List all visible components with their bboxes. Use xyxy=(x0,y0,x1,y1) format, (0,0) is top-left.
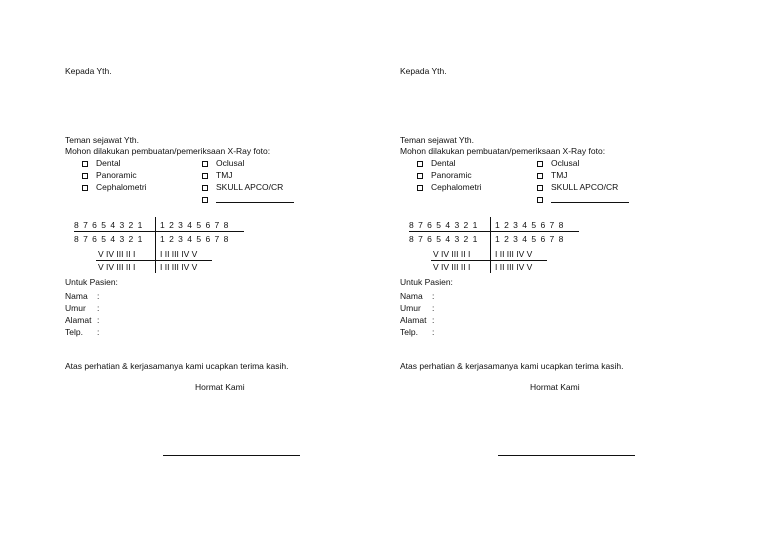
option-label: Dental xyxy=(96,158,121,168)
option-label: Panoramic xyxy=(96,170,137,180)
colon: : xyxy=(97,303,100,313)
patient-heading: Untuk Pasien: xyxy=(400,277,453,287)
thanks-text: Atas perhatian & kerjasamanya kami ucapkan terima kasih. xyxy=(65,361,289,371)
checkbox-dental[interactable] xyxy=(417,161,423,167)
checkbox-cephalometri[interactable] xyxy=(82,185,88,191)
option-label: SKULL APCO/CR xyxy=(216,182,284,192)
field-umur: Umur xyxy=(400,303,421,313)
referral-form-right xyxy=(335,0,719,537)
option-label: TMJ xyxy=(551,170,568,180)
checkbox-other[interactable] xyxy=(537,197,543,203)
patient-heading: Untuk Pasien: xyxy=(65,277,118,287)
tooth-upper-left: 1 2 3 4 5 6 7 8 xyxy=(160,220,229,230)
deciduous-lower-right: V IV III II I xyxy=(98,262,136,272)
checkbox-oclusal[interactable] xyxy=(537,161,543,167)
checkbox-panoramic[interactable] xyxy=(82,173,88,179)
midline xyxy=(490,217,491,273)
checkbox-oclusal[interactable] xyxy=(202,161,208,167)
tooth-lower-right: 8 7 6 5 4 3 2 1 xyxy=(409,234,478,244)
tooth-upper-left: 1 2 3 4 5 6 7 8 xyxy=(495,220,564,230)
option-tmj[interactable] xyxy=(202,170,233,180)
checkbox-cephalometri[interactable] xyxy=(417,185,423,191)
occlusal-line xyxy=(74,231,244,232)
thanks-text: Atas perhatian & kerjasamanya kami ucapkan terima kasih. xyxy=(400,361,624,371)
colon: : xyxy=(97,327,100,337)
option-label: Dental xyxy=(431,158,456,168)
option-panoramic[interactable] xyxy=(82,170,137,180)
deciduous-upper-right: V IV III II I xyxy=(433,249,471,259)
checkbox-other[interactable] xyxy=(202,197,208,203)
colon: : xyxy=(432,315,435,325)
option-other[interactable] xyxy=(202,194,294,204)
option-panoramic[interactable] xyxy=(417,170,472,180)
colon: : xyxy=(432,291,435,301)
checkbox-tmj[interactable] xyxy=(202,173,208,179)
other-blank-line[interactable] xyxy=(216,194,294,203)
other-blank-line[interactable] xyxy=(551,194,629,203)
tooth-upper-right: 8 7 6 5 4 3 2 1 xyxy=(74,220,143,230)
greeting: Teman sejawat Yth. xyxy=(65,135,140,145)
option-label: Oclusal xyxy=(551,158,580,168)
field-nama: Nama xyxy=(400,291,423,301)
option-dental[interactable] xyxy=(417,158,456,168)
deciduous-lower-left: I II III IV V xyxy=(160,262,198,272)
option-label: Panoramic xyxy=(431,170,472,180)
deciduous-upper-left: I II III IV V xyxy=(160,249,198,259)
field-nama: Nama xyxy=(65,291,88,301)
colon: : xyxy=(97,291,100,301)
option-cephalometri[interactable] xyxy=(82,182,147,192)
colon: : xyxy=(97,315,100,325)
deciduous-upper-left: I II III IV V xyxy=(495,249,533,259)
option-label: Oclusal xyxy=(216,158,245,168)
checkbox-dental[interactable] xyxy=(82,161,88,167)
checkbox-tmj[interactable] xyxy=(537,173,543,179)
recipient-heading: Kepada Yth. xyxy=(65,66,112,76)
option-label: TMJ xyxy=(216,170,233,180)
recipient-heading: Kepada Yth. xyxy=(400,66,447,76)
option-label: Cephalometri xyxy=(96,182,147,192)
closing-text: Hormat Kami xyxy=(195,382,245,392)
checkbox-panoramic[interactable] xyxy=(417,173,423,179)
request-line: Mohon dilakukan pembuatan/pemeriksaan X-Ray foto: xyxy=(400,146,606,156)
deciduous-lower-left: I II III IV V xyxy=(495,262,533,272)
option-oclusal[interactable] xyxy=(202,158,244,168)
option-dental[interactable] xyxy=(82,158,121,168)
option-cephalometri[interactable] xyxy=(417,182,482,192)
tooth-lower-left: 1 2 3 4 5 6 7 8 xyxy=(495,234,564,244)
option-label: Cephalometri xyxy=(431,182,482,192)
field-umur: Umur xyxy=(65,303,86,313)
closing-text: Hormat Kami xyxy=(530,382,580,392)
colon: : xyxy=(432,303,435,313)
deciduous-lower-right: V IV III II I xyxy=(433,262,471,272)
occlusal-line xyxy=(409,231,579,232)
checkbox-skull[interactable] xyxy=(537,185,543,191)
signature-line[interactable] xyxy=(163,455,300,456)
option-tmj[interactable] xyxy=(537,170,568,180)
option-skull[interactable] xyxy=(202,182,283,192)
signature-line[interactable] xyxy=(498,455,635,456)
deciduous-line xyxy=(431,260,547,261)
option-other[interactable] xyxy=(537,194,629,204)
tooth-lower-left: 1 2 3 4 5 6 7 8 xyxy=(160,234,229,244)
tooth-lower-right: 8 7 6 5 4 3 2 1 xyxy=(74,234,143,244)
request-line: Mohon dilakukan pembuatan/pemeriksaan X-Ray foto: xyxy=(65,146,271,156)
tooth-upper-right: 8 7 6 5 4 3 2 1 xyxy=(409,220,478,230)
checkbox-skull[interactable] xyxy=(202,185,208,191)
option-label: SKULL APCO/CR xyxy=(551,182,619,192)
field-alamat: Alamat xyxy=(400,315,427,325)
field-alamat: Alamat xyxy=(65,315,92,325)
field-telp: Telp. xyxy=(400,327,418,337)
option-oclusal[interactable] xyxy=(537,158,579,168)
deciduous-upper-right: V IV III II I xyxy=(98,249,136,259)
colon: : xyxy=(432,327,435,337)
deciduous-line xyxy=(96,260,212,261)
greeting: Teman sejawat Yth. xyxy=(400,135,475,145)
option-skull[interactable] xyxy=(537,182,618,192)
midline xyxy=(155,217,156,273)
field-telp: Telp. xyxy=(65,327,83,337)
